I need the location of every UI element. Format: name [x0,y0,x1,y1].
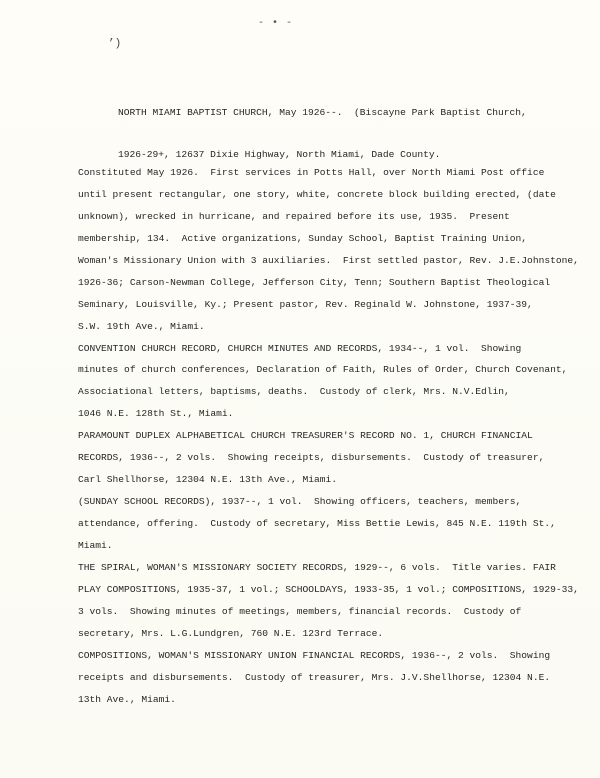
body-line: attendance, offering. Custody of secretary, Miss Bettie Lewis, 845 N.E. 119th St., [78,518,556,529]
church-heading-line-2: 1926-29+, 12637 Dixie Highway, North Miami, Dade County. [118,149,441,160]
body-line: PLAY COMPOSITIONS, 1935-37, 1 vol.; SCHOOLDAYS, 1933-35, 1 vol.; COMPOSITIONS, 1929-33, [78,583,579,595]
record-body [78,162,578,710]
body-line: S.W. 19th Ave., Miami. [78,320,205,332]
body-line: unknown), wrecked in hurricane, and repaired before its use, 1935. Present [78,210,510,222]
body-line: COMPOSITIONS, WOMAN'S MISSIONARY UNION FINANCIAL RECORDS, 1936--, 2 vols. Showing [78,649,551,661]
body-line: Carl Shellhorse, 12304 N.E. 13th Ave., Miami. [78,474,338,486]
top-pencil-mark: - • - [258,18,294,29]
body-line: minutes of church conferences, Declaration of Faith, Rules of Order, Church Covenant, [78,364,568,376]
body-line: (SUNDAY SCHOOL RECORDS), 1937--, 1 vol. Showing officers, teachers, members, [78,496,522,508]
church-heading-line-1: NORTH MIAMI BAPTIST CHURCH, May 1926--. (Biscayne Park Baptist Church, [118,107,527,118]
left-pencil-mark: ’) [108,38,122,50]
body-line: RECORDS, 1936--, 2 vols. Showing receipts, disbursements. Custody of treasurer, [78,452,545,464]
body-line: 1926-36; Carson-Newman College, Jefferson City, Tenn; Southern Baptist Theological [78,276,551,288]
body-line: until present rectangular, one story, white, concrete block building erected, (date [78,188,556,200]
body-line: Miami. [78,539,113,551]
body-line: PARAMOUNT DUPLEX ALPHABETICAL CHURCH TREASURER'S RECORD NO. 1, CHURCH FINANCIAL [78,430,533,442]
body-line: THE SPIRAL, WOMAN'S MISSIONARY SOCIETY RECORDS, 1929--, 6 vols. Title varies. FAIR [78,561,556,573]
body-line: 13th Ave., Miami. [78,693,176,705]
body-line: secretary, Mrs. L.G.Lundgren, 760 N.E. 123rd Terrace. [78,627,384,639]
body-line: Constituted May 1926. First services in Potts Hall, over North Miami Post office [78,167,545,178]
body-line: Seminary, Louisville, Ky.; Present pastor, Rev. Reginald W. Johnstone, 1937-39, [78,298,533,310]
body-line: Associational letters, baptisms, deaths. Custody of clerk, Mrs. N.V.Edlin, [78,386,510,398]
body-line: Woman's Missionary Union with 3 auxiliaries. First settled pastor, Rev. J.E.Johnstone, [78,254,579,266]
body-line: 1046 N.E. 128th St., Miami. [78,408,234,420]
body-line: membership, 134. Active organizations, Sunday School, Baptist Training Union, [78,232,528,244]
body-line: receipts and disbursements. Custody of treasurer, Mrs. J.V.Shellhorse, 12304 N.E. [78,671,551,683]
body-line: 3 vols. Showing minutes of meetings, members, financial records. Custody of [78,605,522,617]
body-line: CONVENTION CHURCH RECORD, CHURCH MINUTES AND RECORDS, 1934--, 1 vol. Showing [78,342,522,354]
